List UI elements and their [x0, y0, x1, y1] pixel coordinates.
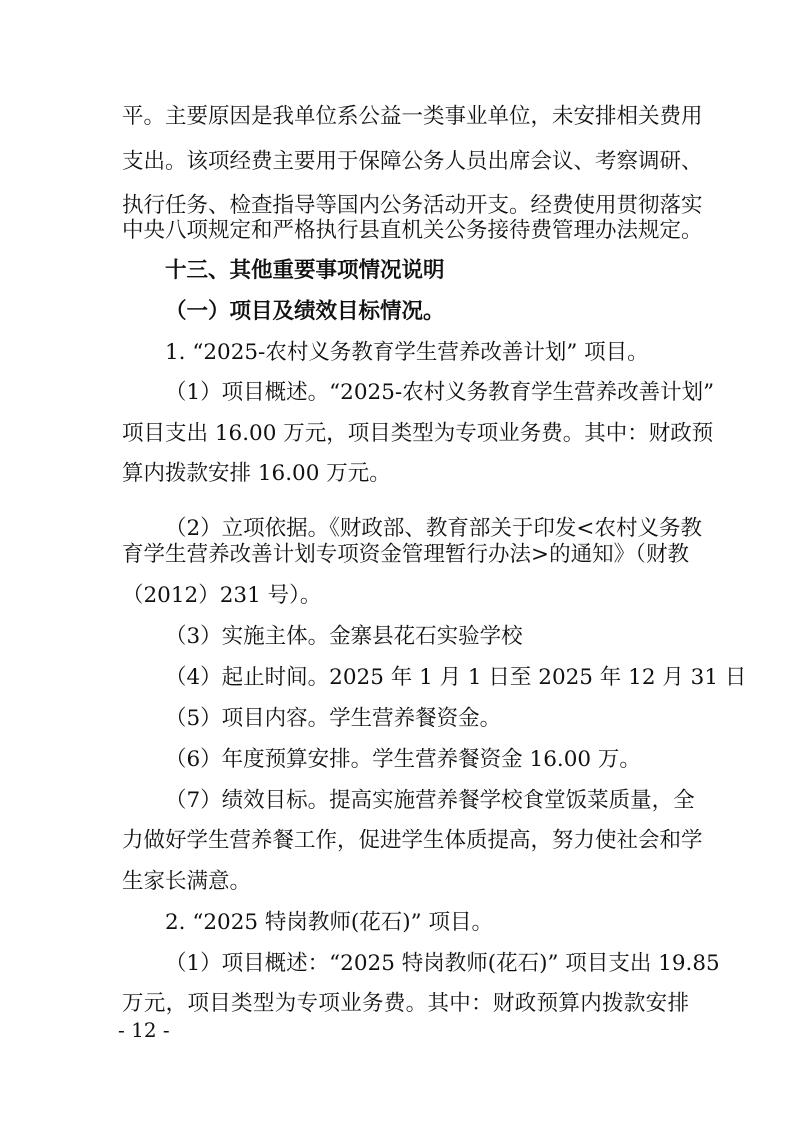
paragraph-line: 项目支出 16.00 万元，项目类型为专项业务费。其中：财政预 [122, 421, 714, 446]
paragraph-line: （7）绩效目标。提高实施营养餐学校食堂饭菜质量，全 [165, 788, 695, 813]
item-heading: 2. “2025 特岗教师(花石)” 项目。 [165, 910, 493, 935]
section-heading: 十三、其他重要事项情况说明 [165, 258, 445, 283]
paragraph-line: （6）年度预算安排。学生营养餐资金 16.00 万。 [165, 747, 641, 772]
paragraph-line: 平。主要原因是我单位系公益一类事业单位，未安排相关费用 [122, 104, 703, 129]
item-heading: 1. “2025-农村义务教育学生营养改善计划” 项目。 [165, 340, 649, 365]
paragraph-line: 生家长满意。 [122, 869, 252, 894]
paragraph-line: （2）立项依据。《财政部、教育部关于印发<农村义务教 [165, 516, 702, 541]
paragraph-line: 中央八项规定和严格执行县直机关公务接待费管理办法规定。 [122, 218, 703, 243]
paragraph-line: 支出。该项经费主要用于保障公务人员出席会议、考察调研、 [122, 149, 703, 174]
paragraph-line: （1）项目概述。“2025-农村义务教育学生营养改善计划” [165, 380, 715, 405]
paragraph-line: （5）项目内容。学生营养餐资金。 [165, 706, 502, 731]
paragraph-line: （4）起止时间。2025 年 1 月 1 日至 2025 年 12 月 31 日 [165, 665, 747, 690]
paragraph-line: 算内拨款安排 16.00 万元。 [122, 461, 391, 486]
paragraph-line: （3）实施主体。金寨县花石实验学校 [165, 624, 523, 649]
paragraph-line: （1）项目概述：“2025 特岗教师(花石)” 项目支出 19.85 [165, 951, 720, 976]
paragraph-line: 万元，项目类型为专项业务费。其中：财政预算内拨款安排 [122, 991, 689, 1016]
paragraph-line: （2012）231 号）。 [122, 583, 322, 608]
page-number: - 12 - [118, 1018, 170, 1042]
subsection-heading: （一）项目及绩效目标情况。 [165, 299, 445, 324]
paragraph-line: 执行任务、检查指导等国内公务活动开支。经费使用贯彻落实 [122, 193, 703, 218]
paragraph-line: 育学生营养改善计划专项资金管理暂行办法>的通知》（财教 [122, 542, 689, 567]
paragraph-line: 力做好学生营养餐工作，促进学生体质提高，努力使社会和学 [122, 828, 703, 853]
